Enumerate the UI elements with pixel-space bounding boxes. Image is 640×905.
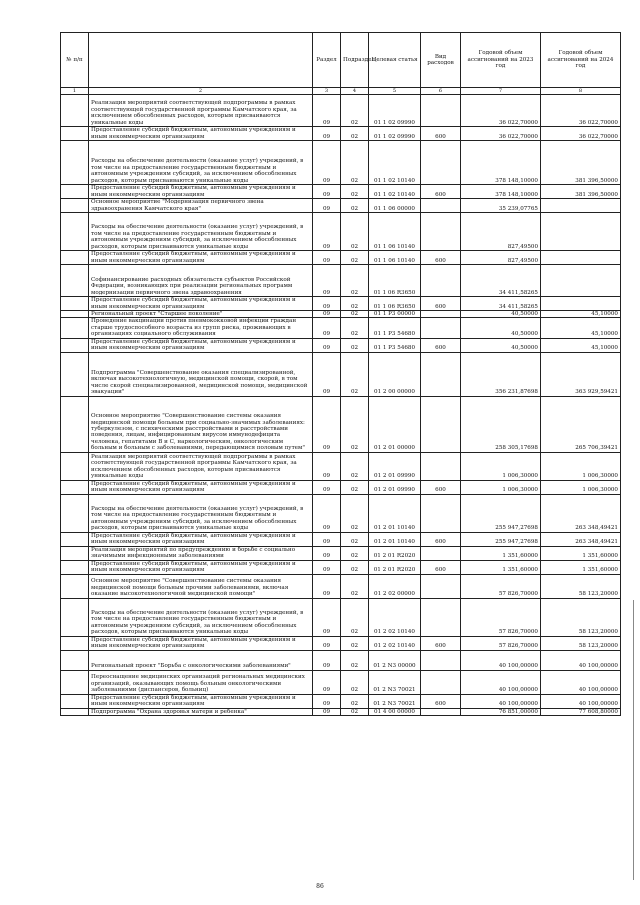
row-name: Софинансирование расходных обязательств субъектов Российской Федерации, возникающих при реализации региональных программ модернизации первичного звена здравоохранения — [89, 265, 313, 297]
table-row — [61, 127, 621, 141]
row-razdel: 09 — [313, 297, 341, 311]
row-target-article: 01 1 02 10140 — [369, 141, 421, 185]
row-amount-2024: 58 123,20000 — [541, 636, 621, 650]
table-row — [61, 694, 621, 708]
row-amount-2024: 77 608,80000 — [541, 708, 621, 715]
row-amount-2024: 58 123,20000 — [541, 598, 621, 636]
row-razdel: 09 — [313, 311, 341, 318]
row-podrazdel: 02 — [341, 546, 369, 560]
row-podrazdel: 02 — [341, 352, 369, 396]
row-expense-type: 600 — [421, 560, 461, 574]
row-podrazdel: 02 — [341, 185, 369, 199]
row-number-cell — [61, 598, 89, 636]
row-razdel: 09 — [313, 708, 341, 715]
row-number-cell — [61, 396, 89, 452]
row-target-article: 01 1 02 10140 — [369, 185, 421, 199]
row-name: Предоставление субсидий бюджетным, автономным учреждениям и иным некоммерческим организациям — [89, 532, 313, 546]
row-razdel: 09 — [313, 636, 341, 650]
row-name: Предоставление субсидий бюджетным, автономным учреждениям и иным некоммерческим организациям — [89, 636, 313, 650]
row-name: Проведение вакцинации против пневмококковой инфекции граждан старше трудоспособного возраста из групп риска, проживающих в организациях социального обслуживания — [89, 318, 313, 338]
row-expense-type: 600 — [421, 297, 461, 311]
colnum: 4 — [341, 88, 369, 95]
row-podrazdel: 02 — [341, 560, 369, 574]
table-row — [61, 141, 621, 185]
row-number-cell — [61, 311, 89, 318]
header-name — [89, 33, 313, 88]
row-amount-2024: 40 100,00000 — [541, 670, 621, 694]
table-row — [61, 598, 621, 636]
row-podrazdel: 02 — [341, 265, 369, 297]
row-number-cell — [61, 95, 89, 127]
row-target-article: 01 1 P3 00000 — [369, 311, 421, 318]
row-amount-2024: 58 123,20000 — [541, 574, 621, 598]
row-podrazdel: 02 — [341, 708, 369, 715]
table-row — [61, 265, 621, 297]
row-podrazdel: 02 — [341, 532, 369, 546]
row-expense-type: 600 — [421, 532, 461, 546]
row-amount-2024 — [541, 297, 621, 311]
table-row — [61, 95, 621, 127]
row-number-cell — [61, 213, 89, 251]
row-podrazdel: 02 — [341, 213, 369, 251]
header-expense-type: Вид расходов — [421, 33, 461, 88]
row-podrazdel: 02 — [341, 251, 369, 265]
row-name: Подпрограмма "Охрана здоровья матери и ребенка" — [89, 708, 313, 715]
column-number-row — [61, 88, 621, 95]
row-number-cell — [61, 251, 89, 265]
row-amount-2023: 40 100,00000 — [461, 670, 541, 694]
row-number-cell — [61, 185, 89, 199]
colnum: 2 — [89, 88, 313, 95]
row-name: Предоставление субсидий бюджетным, автономным учреждениям и иным некоммерческим организациям — [89, 338, 313, 352]
table-body — [61, 95, 621, 716]
row-razdel: 09 — [313, 532, 341, 546]
row-expense-type — [421, 318, 461, 338]
row-name: Региональный проект "Старшее поколение" — [89, 311, 313, 318]
row-name: Расходы на обеспечение деятельности (оказание услуг) учреждений, в том числе на предоставление государственным бюджетным и автономным учреждениям субсидий, за исключением обособленных расходов, которым присваиваются уникальные коды — [89, 494, 313, 532]
row-amount-2024: 263 348,49421 — [541, 494, 621, 532]
row-expense-type: 600 — [421, 127, 461, 141]
row-razdel: 09 — [313, 185, 341, 199]
row-target-article: 01 4 00 00000 — [369, 708, 421, 715]
colnum: 1 — [61, 88, 89, 95]
row-expense-type: 600 — [421, 636, 461, 650]
row-amount-2023: 57 826,70000 — [461, 574, 541, 598]
table-row — [61, 560, 621, 574]
row-razdel: 09 — [313, 265, 341, 297]
row-expense-type — [421, 650, 461, 670]
row-podrazdel: 02 — [341, 141, 369, 185]
row-amount-2023: 827,49500 — [461, 251, 541, 265]
row-podrazdel: 02 — [341, 95, 369, 127]
row-podrazdel: 02 — [341, 636, 369, 650]
row-expense-type — [421, 708, 461, 715]
row-target-article: 01 2 01 00000 — [369, 396, 421, 452]
colnum: 6 — [421, 88, 461, 95]
row-amount-2023: 1 351,60000 — [461, 560, 541, 574]
row-amount-2023: 40 100,00000 — [461, 694, 541, 708]
row-podrazdel: 02 — [341, 311, 369, 318]
row-expense-type — [421, 311, 461, 318]
row-razdel: 09 — [313, 338, 341, 352]
row-number-cell — [61, 338, 89, 352]
row-amount-2023: 36 022,70000 — [461, 127, 541, 141]
row-amount-2024: 36 022,70000 — [541, 127, 621, 141]
row-amount-2024: 381 396,50000 — [541, 185, 621, 199]
row-amount-2024: 36 022,70000 — [541, 95, 621, 127]
row-razdel: 09 — [313, 650, 341, 670]
row-razdel: 09 — [313, 396, 341, 452]
colnum: 7 — [461, 88, 541, 95]
row-number-cell — [61, 560, 89, 574]
row-number-cell — [61, 636, 89, 650]
table-row — [61, 452, 621, 480]
row-expense-type — [421, 213, 461, 251]
row-number-cell — [61, 546, 89, 560]
row-number-cell — [61, 670, 89, 694]
row-expense-type — [421, 95, 461, 127]
row-expense-type — [421, 574, 461, 598]
row-podrazdel: 02 — [341, 199, 369, 213]
header-podrazdel: Подраздел — [341, 33, 369, 88]
row-amount-2023: 1 006,30000 — [461, 480, 541, 494]
row-amount-2024: 263 348,49421 — [541, 532, 621, 546]
table-row — [61, 251, 621, 265]
row-amount-2023: 34 411,58265 — [461, 297, 541, 311]
table-row — [61, 670, 621, 694]
row-amount-2024: 363 929,59421 — [541, 352, 621, 396]
table-row — [61, 636, 621, 650]
row-expense-type — [421, 494, 461, 532]
row-amount-2024: 381 396,50000 — [541, 141, 621, 185]
row-target-article: 01 2 01 10140 — [369, 532, 421, 546]
row-podrazdel: 02 — [341, 574, 369, 598]
row-expense-type — [421, 141, 461, 185]
row-amount-2023: 378 148,10000 — [461, 141, 541, 185]
row-razdel: 09 — [313, 251, 341, 265]
row-amount-2023: 258 305,17698 — [461, 396, 541, 452]
row-amount-2023: 76 851,00000 — [461, 708, 541, 715]
row-target-article: 01 1 06 10140 — [369, 213, 421, 251]
row-target-article: 01 1 P3 54680 — [369, 338, 421, 352]
row-amount-2024: 45,10000 — [541, 338, 621, 352]
row-target-article: 01 2 02 00000 — [369, 574, 421, 598]
row-target-article: 01 2 02 10140 — [369, 598, 421, 636]
row-amount-2024: 265 706,39421 — [541, 396, 621, 452]
row-target-article: 01 1 02 09990 — [369, 95, 421, 127]
row-target-article: 01 2 01 10140 — [369, 494, 421, 532]
row-amount-2023: 40,50000 — [461, 318, 541, 338]
row-expense-type — [421, 265, 461, 297]
row-target-article: 01 1 02 09990 — [369, 127, 421, 141]
header-2023: Годовой объем ассигнований на 2023 год — [461, 33, 541, 88]
row-podrazdel: 02 — [341, 396, 369, 452]
row-podrazdel: 02 — [341, 670, 369, 694]
row-expense-type — [421, 546, 461, 560]
row-name: Предоставление субсидий бюджетным, автономным учреждениям и иным некоммерческим организациям — [89, 560, 313, 574]
table-row — [61, 546, 621, 560]
row-target-article: 01 2 N3 70021 — [369, 670, 421, 694]
row-podrazdel: 02 — [341, 318, 369, 338]
row-target-article: 01 2 00 00000 — [369, 352, 421, 396]
row-amount-2023: 40 100,00000 — [461, 650, 541, 670]
budget-table-sheet — [60, 32, 620, 716]
row-target-article: 01 1 06 R3650 — [369, 297, 421, 311]
row-podrazdel: 02 — [341, 694, 369, 708]
row-target-article: 01 2 01 09990 — [369, 480, 421, 494]
row-name: Предоставление субсидий бюджетным, автономным учреждениям и иным некоммерческим организациям — [89, 127, 313, 141]
row-name: Основное мероприятие "Совершенствование системы оказания медицинской помощи больным при социально-значимых заболеваниях: туберкулезом, с психическими расстройствами и расстройствами поведения, лицам, инфицированным вирусом иммунодефицита человека, гепатитами В и С, наркологическим, онкологическим больным и больным с заболеваниями, передающимися половым путем" — [89, 396, 313, 452]
row-podrazdel: 02 — [341, 598, 369, 636]
row-name: Реализация мероприятий соответствующей подпрограммы в рамках соответствующей государственной программы Камчатского края, за исключением обособленных расходов, которым присваиваются уникальные коды — [89, 452, 313, 480]
colnum: 5 — [369, 88, 421, 95]
row-name: Расходы на обеспечение деятельности (оказание услуг) учреждений, в том числе на предоставление государственным бюджетным и автономным учреждениям субсидий, за исключением обособленных расходов, которым присваиваются уникальные коды — [89, 141, 313, 185]
row-expense-type — [421, 199, 461, 213]
row-razdel: 09 — [313, 141, 341, 185]
row-name: Переоснащение медицинских организаций региональных медицинских организаций, оказывающих помощь больным онкологическими заболеваниями (диспансеров, больниц) — [89, 670, 313, 694]
row-target-article: 01 2 01 09990 — [369, 452, 421, 480]
table-row — [61, 199, 621, 213]
row-number-cell — [61, 574, 89, 598]
row-target-article: 01 2 N3 00000 — [369, 650, 421, 670]
table-row — [61, 338, 621, 352]
row-name: Предоставление субсидий бюджетным, автономным учреждениям и иным некоммерческим организациям — [89, 185, 313, 199]
row-name: Основное мероприятие "Совершенствование системы оказания медицинской помощи больным прочими заболеваниями, включая оказание высокотехнологичной медицинской помощи" — [89, 574, 313, 598]
row-target-article: 01 2 N3 70021 — [369, 694, 421, 708]
row-amount-2024: 40 100,00000 — [541, 694, 621, 708]
row-expense-type: 600 — [421, 338, 461, 352]
row-razdel: 09 — [313, 452, 341, 480]
row-razdel: 09 — [313, 598, 341, 636]
row-name: Основное мероприятие "Модернизация первичного звена здравоохранения Камчатского края" — [89, 199, 313, 213]
row-amount-2023: 1 351,60000 — [461, 546, 541, 560]
row-podrazdel: 02 — [341, 494, 369, 532]
colnum: 3 — [313, 88, 341, 95]
row-expense-type: 600 — [421, 480, 461, 494]
colnum: 8 — [541, 88, 621, 95]
row-target-article: 01 1 06 10140 — [369, 251, 421, 265]
row-amount-2024: 45,10000 — [541, 318, 621, 338]
row-name: Предоставление субсидий бюджетным, автономным учреждениям и иным некоммерческим организациям — [89, 297, 313, 311]
row-razdel: 09 — [313, 670, 341, 694]
row-name: Реализация мероприятий по предупреждению и борьбе с социально значимыми инфекционными заболеваниями — [89, 546, 313, 560]
row-number-cell — [61, 494, 89, 532]
row-number-cell — [61, 141, 89, 185]
table-row — [61, 480, 621, 494]
row-number-cell — [61, 650, 89, 670]
table-row — [61, 708, 621, 715]
table-row — [61, 650, 621, 670]
row-razdel: 09 — [313, 127, 341, 141]
table-row — [61, 396, 621, 452]
row-amount-2024: 1 351,60000 — [541, 560, 621, 574]
budget-table — [60, 32, 621, 716]
row-podrazdel: 02 — [341, 338, 369, 352]
row-expense-type — [421, 670, 461, 694]
row-name: Расходы на обеспечение деятельности (оказание услуг) учреждений, в том числе на предоставление государственным бюджетным и автономным учреждениям субсидий, за исключением обособленных расходов, которым присваиваются уникальные коды — [89, 598, 313, 636]
header-2024: Годовой объем ассигнований на 2024 год — [541, 33, 621, 88]
row-number-cell — [61, 318, 89, 338]
row-expense-type: 600 — [421, 185, 461, 199]
row-razdel: 09 — [313, 318, 341, 338]
row-amount-2024: 45,10000 — [541, 311, 621, 318]
table-header-row — [61, 33, 621, 88]
table-row — [61, 532, 621, 546]
row-amount-2023: 36 022,70000 — [461, 95, 541, 127]
row-razdel: 09 — [313, 694, 341, 708]
row-number-cell — [61, 265, 89, 297]
row-name: Подпрограмма "Совершенствование оказания специализированной, включая высокотехнологичную, медицинской помощи, скорой, в том числе скорой специализированной, медицинской помощи, медицинской эвакуации" — [89, 352, 313, 396]
row-amount-2024: 1 006,30000 — [541, 480, 621, 494]
table-row — [61, 297, 621, 311]
row-number-cell — [61, 532, 89, 546]
row-name: Предоставление субсидий бюджетным, автономным учреждениям и иным некоммерческим организациям — [89, 694, 313, 708]
row-amount-2023: 255 947,27698 — [461, 532, 541, 546]
row-target-article: 01 2 01 R2020 — [369, 560, 421, 574]
row-expense-type — [421, 352, 461, 396]
row-expense-type — [421, 598, 461, 636]
row-number-cell — [61, 480, 89, 494]
row-amount-2024: 1 006,30000 — [541, 452, 621, 480]
row-number-cell — [61, 352, 89, 396]
row-amount-2023: 35 239,07765 — [461, 199, 541, 213]
table-row — [61, 494, 621, 532]
row-amount-2024 — [541, 251, 621, 265]
scan-edge-line — [633, 600, 634, 880]
row-expense-type — [421, 452, 461, 480]
row-razdel: 09 — [313, 560, 341, 574]
row-podrazdel: 02 — [341, 650, 369, 670]
row-razdel: 09 — [313, 352, 341, 396]
table-row — [61, 352, 621, 396]
row-target-article: 01 1 P3 54680 — [369, 318, 421, 338]
table-row — [61, 185, 621, 199]
header-razdel: Раздел — [313, 33, 341, 88]
row-amount-2023: 40,50000 — [461, 338, 541, 352]
row-number-cell — [61, 127, 89, 141]
row-amount-2023: 57 826,70000 — [461, 636, 541, 650]
table-row — [61, 574, 621, 598]
row-razdel: 09 — [313, 95, 341, 127]
row-number-cell — [61, 199, 89, 213]
table-row — [61, 213, 621, 251]
row-name: Предоставление субсидий бюджетным, автономным учреждениям и иным некоммерческим организациям — [89, 480, 313, 494]
row-target-article: 01 2 02 10140 — [369, 636, 421, 650]
row-number-cell — [61, 452, 89, 480]
row-amount-2023: 356 231,87698 — [461, 352, 541, 396]
row-number-cell — [61, 708, 89, 715]
row-name: Реализация мероприятий соответствующей подпрограммы в рамках соответствующей государственной программы Камчатского края, за исключением обособленных расходов, которым присваиваются уникальные коды — [89, 95, 313, 127]
row-amount-2023: 378 148,10000 — [461, 185, 541, 199]
row-expense-type — [421, 396, 461, 452]
table-row — [61, 318, 621, 338]
row-name: Региональный проект "Борьба с онкологическими заболеваниями" — [89, 650, 313, 670]
row-target-article: 01 1 06 R3650 — [369, 265, 421, 297]
row-amount-2023: 827,49500 — [461, 213, 541, 251]
row-expense-type: 600 — [421, 694, 461, 708]
row-amount-2024 — [541, 213, 621, 251]
row-razdel: 09 — [313, 199, 341, 213]
row-razdel: 09 — [313, 480, 341, 494]
row-number-cell — [61, 297, 89, 311]
row-amount-2023: 40,50000 — [461, 311, 541, 318]
row-amount-2024: 40 100,00000 — [541, 650, 621, 670]
row-amount-2023: 255 947,27698 — [461, 494, 541, 532]
page-number: 86 — [316, 883, 324, 890]
row-razdel: 09 — [313, 494, 341, 532]
row-amount-2023: 34 411,58265 — [461, 265, 541, 297]
header-target-article: Целевая статья — [369, 33, 421, 88]
row-podrazdel: 02 — [341, 127, 369, 141]
row-expense-type: 600 — [421, 251, 461, 265]
row-podrazdel: 02 — [341, 452, 369, 480]
row-target-article: 01 2 01 R2020 — [369, 546, 421, 560]
row-amount-2024: 1 351,60000 — [541, 546, 621, 560]
row-amount-2023: 57 826,70000 — [461, 598, 541, 636]
row-amount-2023: 1 006,30000 — [461, 452, 541, 480]
row-number-cell — [61, 694, 89, 708]
row-amount-2024 — [541, 199, 621, 213]
row-podrazdel: 02 — [341, 297, 369, 311]
row-name: Предоставление субсидий бюджетным, автономным учреждениям и иным некоммерческим организациям — [89, 251, 313, 265]
row-podrazdel: 02 — [341, 480, 369, 494]
row-name: Расходы на обеспечение деятельности (оказание услуг) учреждений, в том числе на предоставление государственным бюджетным и автономным учреждениям субсидий, за исключением обособленных расходов, которым присваиваются уникальные коды — [89, 213, 313, 251]
row-razdel: 09 — [313, 546, 341, 560]
header-num: № п/п — [61, 33, 89, 88]
row-target-article: 01 1 06 00000 — [369, 199, 421, 213]
table-row — [61, 311, 621, 318]
row-amount-2024 — [541, 265, 621, 297]
row-razdel: 09 — [313, 213, 341, 251]
row-razdel: 09 — [313, 574, 341, 598]
